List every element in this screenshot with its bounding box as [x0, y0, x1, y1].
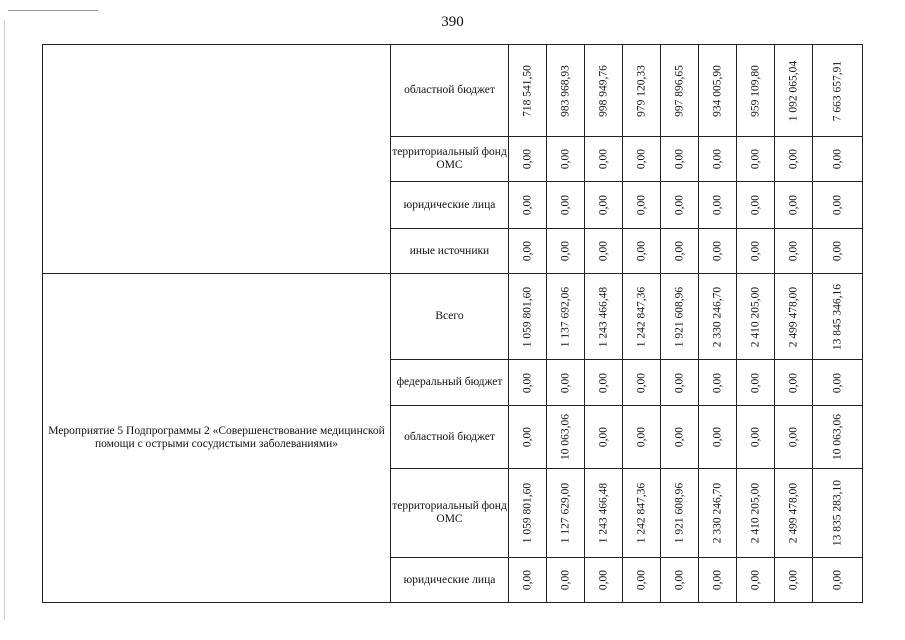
value-text: 0,00: [749, 426, 761, 448]
value-text: 0,00: [521, 148, 533, 170]
value-text: 0,00: [711, 148, 723, 170]
value-text: 998 949,76: [597, 64, 609, 117]
value-cell: [699, 360, 737, 406]
value-cell: [775, 469, 813, 558]
value-cell: [737, 360, 775, 406]
total-text: 0,00: [831, 148, 843, 170]
total-text: 13 845 346,16: [831, 283, 843, 350]
page-number: 390: [441, 14, 464, 30]
total-text: 0,00: [831, 372, 843, 393]
source-cell: юридические лица: [391, 182, 509, 229]
value-text: 0,00: [597, 194, 609, 216]
value-cell: [585, 558, 623, 603]
value-text: 0,00: [711, 426, 723, 448]
value-text: 2 330 246,70: [711, 482, 723, 544]
value-cell: [661, 45, 699, 137]
value-cell: [699, 45, 737, 137]
value-text: 0,00: [597, 148, 609, 170]
value-text: 2 410 205,00: [749, 286, 761, 347]
value-cell: [547, 360, 585, 406]
value-text: 10 063,06: [559, 414, 571, 460]
value-text: 1 092 065,04: [787, 60, 799, 121]
value-cell: [547, 469, 585, 558]
value-text: 2 410 205,00: [749, 482, 761, 544]
value-text: 0,00: [787, 148, 799, 170]
value-text: 0,00: [521, 569, 533, 591]
value-text: 0,00: [521, 372, 533, 393]
value-text: 1 059 801,60: [521, 286, 533, 347]
value-cell: [509, 469, 547, 558]
value-text: 0,00: [673, 569, 685, 591]
total-text: 0,00: [831, 569, 843, 591]
value-cell: [775, 274, 813, 360]
value-cell: [623, 360, 661, 406]
value-text: 0,00: [787, 194, 799, 216]
value-text: 1 242 847,36: [635, 482, 647, 544]
value-text: 0,00: [787, 426, 799, 448]
value-text: 0,00: [787, 372, 799, 393]
value-text: 0,00: [559, 148, 571, 170]
source-cell: юридические лица: [391, 558, 509, 603]
value-text: 1 059 801,60: [521, 482, 533, 544]
value-text: 0,00: [749, 372, 761, 393]
value-cell: [661, 274, 699, 360]
total-text: 0,00: [831, 194, 843, 216]
total-text: 0,00: [831, 240, 843, 262]
value-text: 0,00: [559, 194, 571, 216]
value-cell: [737, 558, 775, 603]
source-cell: областной бюджет: [391, 45, 509, 137]
value-text: 1 242 847,36: [635, 286, 647, 347]
source-cell: иные источники: [391, 229, 509, 274]
value-cell: [661, 558, 699, 603]
value-text: 0,00: [749, 569, 761, 591]
value-text: 0,00: [559, 569, 571, 591]
table-body: [43, 45, 863, 603]
source-cell: территориальный фонд ОМС: [391, 469, 509, 558]
value-cell: [737, 469, 775, 558]
value-text: 0,00: [521, 240, 533, 262]
value-cell: [661, 229, 699, 274]
value-text: 0,00: [635, 426, 647, 448]
value-text: 0,00: [635, 148, 647, 170]
value-text: 0,00: [635, 240, 647, 262]
value-cell: [737, 137, 775, 182]
value-cell: [661, 469, 699, 558]
value-text: 0,00: [597, 372, 609, 393]
value-text: 0,00: [673, 240, 685, 262]
value-text: 718 541,50: [521, 64, 533, 117]
value-cell: [623, 558, 661, 603]
table-row: [43, 274, 863, 360]
value-text: 1 921 608,96: [673, 286, 685, 347]
value-cell: [509, 558, 547, 603]
value-cell: [623, 182, 661, 229]
value-text: 0,00: [711, 194, 723, 216]
source-cell: Всего: [391, 274, 509, 360]
value-cell: [775, 229, 813, 274]
value-text: 0,00: [711, 240, 723, 262]
value-text: 0,00: [711, 372, 723, 393]
source-cell: федеральный бюджет: [391, 360, 509, 406]
source-cell: областной бюджет: [391, 406, 509, 469]
value-text: 1 243 466,48: [597, 482, 609, 544]
total-cell: [813, 274, 863, 360]
total-cell: [813, 137, 863, 182]
value-text: 934 005,90: [711, 64, 723, 117]
total-cell: [813, 45, 863, 137]
value-text: 0,00: [749, 148, 761, 170]
value-cell: [737, 45, 775, 137]
value-cell: [623, 229, 661, 274]
value-cell: [661, 182, 699, 229]
value-cell: [775, 137, 813, 182]
value-cell: [775, 406, 813, 469]
value-text: 0,00: [673, 194, 685, 216]
value-text: 1 127 629,00: [559, 482, 571, 544]
value-cell: [585, 360, 623, 406]
value-cell: [585, 182, 623, 229]
value-cell: [585, 45, 623, 137]
value-cell: [585, 469, 623, 558]
value-cell: [661, 360, 699, 406]
total-cell: [813, 406, 863, 469]
value-cell: [737, 229, 775, 274]
value-cell: [585, 137, 623, 182]
value-text: 2 499 478,00: [787, 286, 799, 347]
event-cell-previous: [43, 45, 391, 274]
value-cell: [509, 137, 547, 182]
value-cell: [623, 137, 661, 182]
value-cell: [699, 274, 737, 360]
value-cell: [509, 229, 547, 274]
funding-table: [42, 44, 863, 603]
value-cell: [699, 406, 737, 469]
value-text: 0,00: [673, 426, 685, 448]
event-cell-measure-5: Мероприятие 5 Подпрограммы 2 «Совершенствование медицинской помощи с острыми сосудистыми заболеваниями»: [43, 274, 391, 603]
value-text: 2 499 478,00: [787, 482, 799, 544]
value-cell: [547, 182, 585, 229]
value-cell: [509, 406, 547, 469]
value-cell: [509, 274, 547, 360]
value-text: 0,00: [635, 372, 647, 393]
total-cell: [813, 558, 863, 603]
value-text: 997 896,65: [673, 64, 685, 117]
value-cell: [623, 45, 661, 137]
value-cell: [775, 558, 813, 603]
value-cell: [661, 137, 699, 182]
value-text: 2 330 246,70: [711, 286, 723, 347]
value-cell: [737, 406, 775, 469]
value-text: 1 921 608,96: [673, 482, 685, 544]
value-cell: [699, 182, 737, 229]
value-cell: [661, 406, 699, 469]
value-text: 1 243 466,48: [597, 286, 609, 347]
value-text: 0,00: [635, 194, 647, 216]
value-text: 0,00: [597, 426, 609, 448]
value-text: 0,00: [749, 240, 761, 262]
total-text: 13 835 283,10: [831, 479, 843, 547]
source-cell: территориальный фонд ОМС: [391, 137, 509, 182]
value-text: 0,00: [673, 372, 685, 393]
value-text: 0,00: [521, 194, 533, 216]
value-cell: [547, 558, 585, 603]
value-text: 0,00: [597, 240, 609, 262]
total-cell: [813, 469, 863, 558]
value-text: 0,00: [787, 240, 799, 262]
value-text: 1 137 692,06: [559, 286, 571, 347]
value-cell: [547, 274, 585, 360]
scan-edge-line: [4, 20, 5, 620]
value-cell: [775, 45, 813, 137]
value-cell: [699, 558, 737, 603]
value-cell: [737, 274, 775, 360]
total-cell: [813, 182, 863, 229]
value-text: 0,00: [711, 569, 723, 591]
value-text: 959 109,80: [749, 64, 761, 117]
value-text: 983 968,93: [559, 64, 571, 117]
total-cell: [813, 229, 863, 274]
total-text: 7 663 657,91: [831, 60, 843, 121]
total-text: 10 063,06: [831, 414, 843, 460]
value-cell: [623, 274, 661, 360]
value-cell: [585, 274, 623, 360]
value-cell: [699, 137, 737, 182]
value-cell: [547, 45, 585, 137]
total-cell: [813, 360, 863, 406]
value-text: 0,00: [597, 569, 609, 591]
value-cell: [547, 229, 585, 274]
value-cell: [547, 406, 585, 469]
value-text: 0,00: [749, 194, 761, 216]
value-cell: [623, 406, 661, 469]
value-cell: [737, 182, 775, 229]
value-text: 0,00: [635, 569, 647, 591]
value-cell: [509, 45, 547, 137]
value-text: 0,00: [521, 426, 533, 448]
value-cell: [585, 229, 623, 274]
value-cell: [585, 406, 623, 469]
value-cell: [699, 469, 737, 558]
value-cell: [775, 182, 813, 229]
value-text: 0,00: [559, 240, 571, 262]
value-cell: [699, 229, 737, 274]
value-text: 0,00: [559, 372, 571, 393]
value-cell: [509, 360, 547, 406]
value-text: 0,00: [787, 569, 799, 591]
value-text: 0,00: [673, 148, 685, 170]
value-cell: [623, 469, 661, 558]
table-row: [43, 45, 863, 137]
value-cell: [547, 137, 585, 182]
value-cell: [509, 182, 547, 229]
value-cell: [775, 360, 813, 406]
value-text: 979 120,33: [635, 64, 647, 117]
scan-edge-line: [8, 10, 98, 11]
